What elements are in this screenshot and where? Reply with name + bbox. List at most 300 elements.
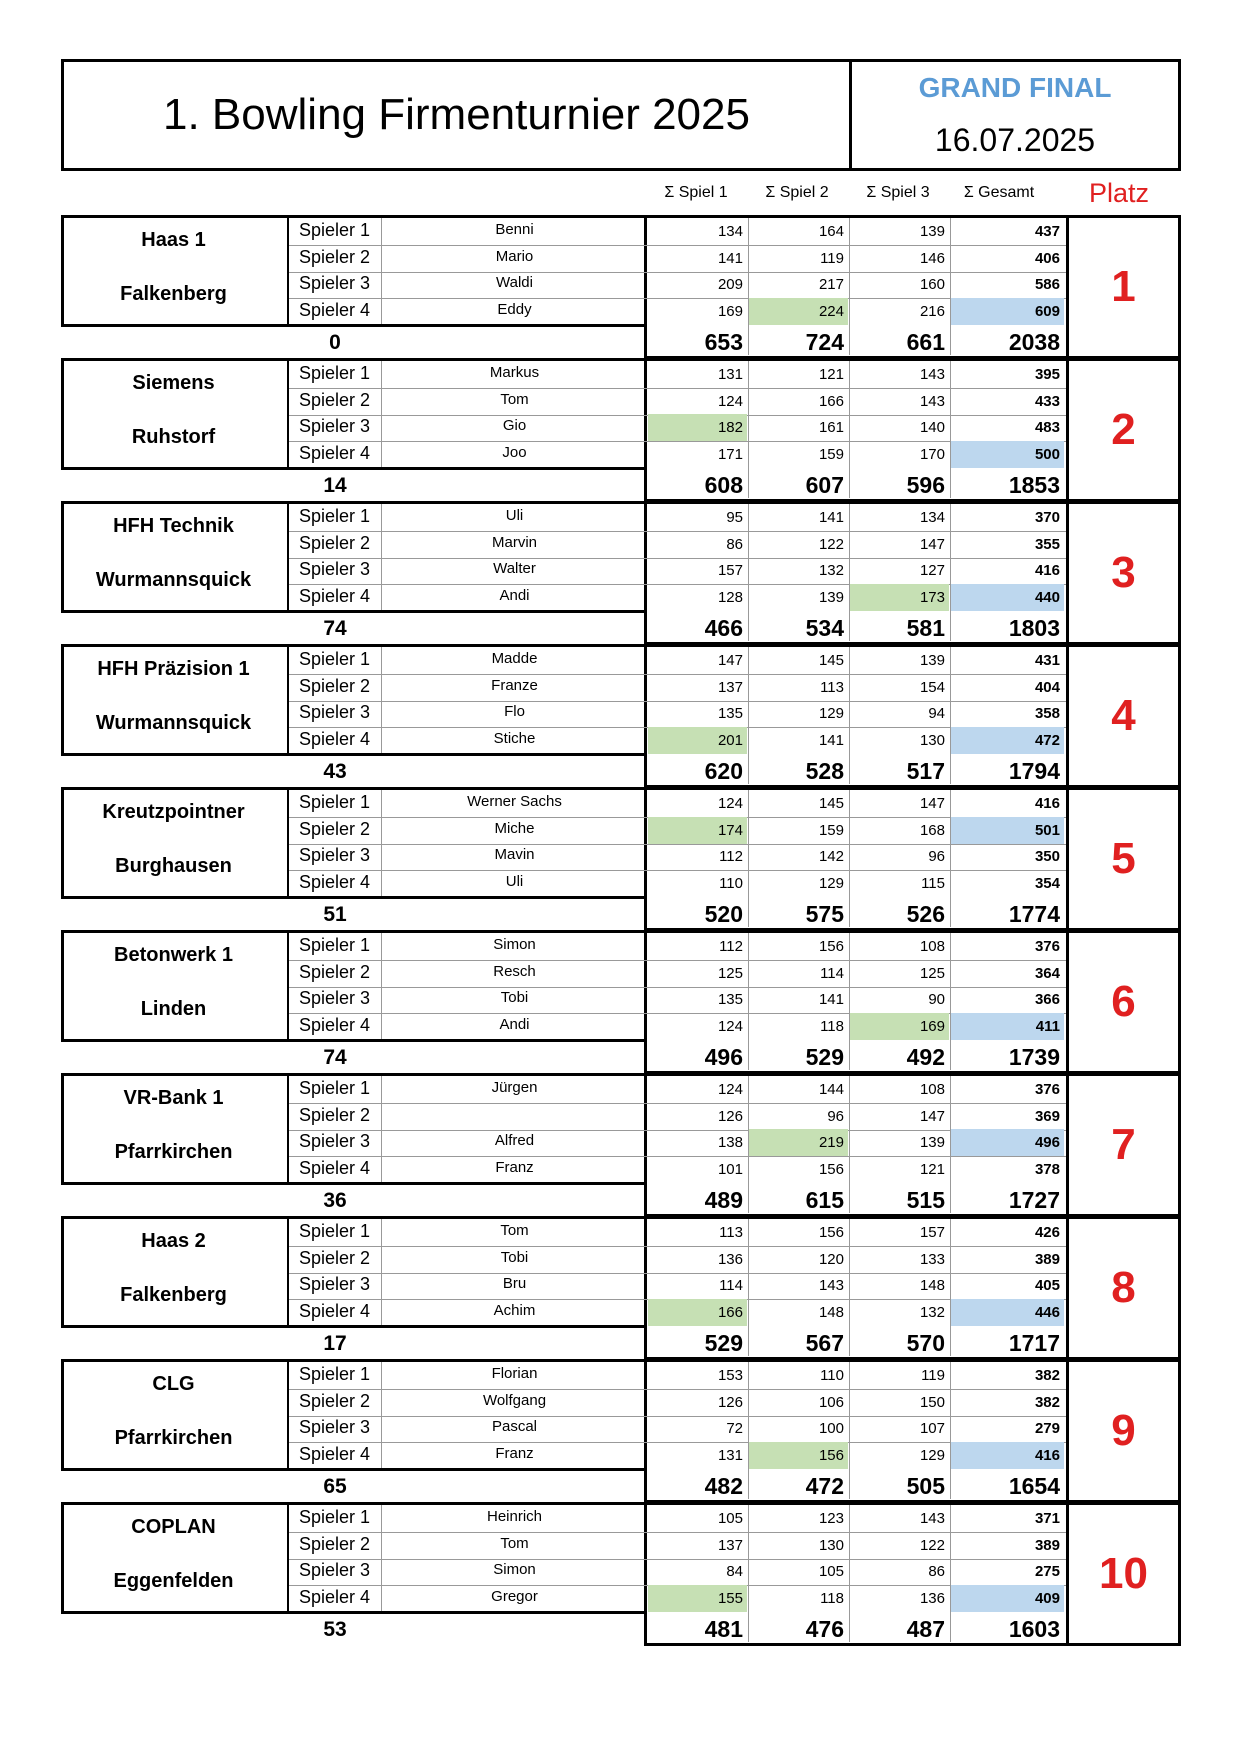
score-cell: 124 [717,392,743,410]
sum-cell: 505 [906,1473,945,1499]
team-difference: 0 [329,331,341,354]
col-header-spiel3: Σ Spiel 3 [866,184,930,201]
score-cell: 147 [717,652,743,669]
player-name: Tom [500,1222,529,1239]
sum-cell: 496 [704,1044,743,1070]
place-number: 2 [1066,358,1181,502]
score-cell: 101 [717,1160,743,1178]
sum-cell: 567 [805,1330,844,1356]
player-label: Spieler 1 [299,363,371,383]
sum-cell: 1727 [1008,1187,1060,1213]
place-header: Platz [1088,178,1150,208]
player-label: Spieler 4 [299,871,371,892]
score-cell: 446 [951,1299,1064,1326]
score-cell: 224 [749,298,848,325]
score-cell: 139 [919,223,945,240]
player-label: Spieler 2 [299,961,371,982]
sum-cell: 596 [906,472,945,498]
player-label: Spieler 1 [299,506,371,526]
team-city: Eggenfelden [113,1570,234,1592]
header-right [852,62,1178,168]
sum-cell: 1717 [1008,1330,1060,1356]
team-block [61,1502,1181,1646]
place-number: 6 [1066,930,1181,1074]
score-cell: 369 [1034,1107,1060,1125]
player-name: Florian [491,1365,538,1382]
player-label: Spieler 4 [299,1157,371,1178]
team-difference: 74 [323,617,347,640]
score-cell: 112 [719,848,743,865]
sum-cell: 492 [906,1044,945,1070]
score-cell: 216 [919,302,945,320]
grand-final-label: GRAND FINAL [918,72,1112,103]
score-cell: 148 [919,1277,945,1294]
sum-cell: 620 [704,758,743,784]
page-title: 1. Bowling Firmenturnier 2025 [64,62,852,168]
score-cell: 433 [1034,392,1060,410]
score-cell: 416 [951,1442,1064,1469]
score-cell: 124 [717,1081,743,1098]
team-name: Kreutzpointner [102,801,245,823]
score-cell: 496 [951,1129,1064,1156]
score-cell: 129 [818,874,844,892]
team-city: Pfarrkirchen [114,1141,233,1163]
score-cell: 426 [1034,1224,1060,1241]
score-cell: 105 [818,1563,844,1580]
sum-cell: 1853 [1008,472,1060,498]
team-block [61,1216,1181,1360]
score-cell: 355 [1034,535,1060,553]
player-name: Tom [500,390,529,408]
score-cell: 107 [919,1420,945,1437]
score-cell: 144 [818,1081,844,1098]
sum-cell: 476 [805,1616,844,1642]
score-cell: 135 [717,991,743,1008]
score-cell: 171 [717,445,743,463]
score-cell: 168 [919,821,945,839]
score-cell: 389 [1034,1536,1060,1554]
score-cell: 137 [717,1536,743,1554]
player-name: Miche [494,819,535,837]
score-cell: 143 [919,366,945,383]
player-label: Spieler 1 [299,649,371,669]
score-cell: 159 [818,821,844,839]
score-cell: 358 [1034,705,1060,722]
score-cell: 364 [1034,964,1060,982]
score-cell: 416 [1034,562,1060,579]
score-cell: 126 [717,1393,743,1411]
player-name: Jürgen [491,1079,538,1096]
score-cell: 157 [919,1224,945,1241]
score-cell: 131 [717,366,743,383]
player-label: Spieler 1 [299,1507,371,1527]
team-block [61,358,1181,502]
player-name: Stiche [493,729,536,747]
player-label: Spieler 3 [299,416,371,436]
player-label: Spieler 2 [299,1533,371,1554]
score-cell: 113 [820,678,844,696]
score-cell: 145 [818,652,844,669]
sum-cell: 515 [906,1187,945,1213]
player-label: Spieler 3 [299,1274,371,1294]
player-name: Achim [493,1301,536,1319]
score-cell: 140 [919,419,945,436]
player-name: Markus [489,364,540,381]
team-block [61,930,1181,1074]
score-cell: 114 [820,964,844,982]
score-cell: 135 [717,705,743,722]
player-label: Spieler 4 [299,1443,371,1464]
place-number: 3 [1066,501,1181,645]
score-cell: 114 [719,1277,743,1294]
score-cell: 95 [726,509,743,526]
score-cell: 90 [928,991,945,1008]
score-cell: 586 [1034,276,1060,293]
player-name: Simon [493,1561,536,1578]
player-name: Eddy [497,300,532,318]
sum-cell: 472 [805,1473,844,1499]
score-cell: 472 [951,727,1064,754]
place-number: 7 [1066,1073,1181,1217]
score-cell: 148 [818,1303,844,1321]
score-cell: 147 [919,1107,945,1125]
score-cell: 409 [951,1585,1064,1612]
team-block [61,787,1181,931]
player-name: Franz [495,1444,534,1462]
score-cell: 500 [951,441,1064,468]
player-label: Spieler 4 [299,1300,371,1321]
sum-cell: 1794 [1008,758,1060,784]
score-cell: 86 [726,535,743,553]
score-cell: 431 [1034,652,1060,669]
player-name: Madde [491,650,538,667]
team-name: COPLAN [131,1516,216,1538]
sum-cell: 581 [906,615,945,641]
place-number: 9 [1066,1359,1181,1503]
score-cell: 123 [818,1510,844,1527]
player-label: Spieler 4 [299,1586,371,1607]
score-cell: 201 [648,727,747,754]
score-cell: 141 [818,731,844,749]
score-cell: 217 [818,276,844,293]
player-name: Waldi [496,274,533,291]
score-cell: 128 [717,588,743,606]
score-cell: 125 [919,964,945,982]
score-cell: 96 [827,1107,844,1125]
team-block [61,1073,1181,1217]
score-cell: 156 [818,1160,844,1178]
score-cell: 121 [818,366,844,383]
sum-cell: 724 [805,329,844,355]
sum-cell: 529 [805,1044,844,1070]
team-city: Burghausen [115,855,232,877]
score-cell: 371 [1034,1510,1060,1527]
player-label: Spieler 1 [299,935,371,955]
player-name: Werner Sachs [467,793,562,810]
score-cell: 174 [648,817,747,844]
player-name: Simon [493,936,536,953]
player-name: Bru [502,1275,527,1292]
player-name: Andi [499,1015,530,1033]
team-name: Haas 2 [141,1230,206,1252]
score-cell: 169 [717,302,743,320]
score-cell: 156 [818,938,844,955]
score-cell: 84 [726,1563,743,1580]
team-name: CLG [152,1373,195,1395]
player-name: Uli [505,872,524,890]
player-name: Alfred [494,1132,535,1149]
sum-cell: 1774 [1008,901,1060,927]
player-label: Spieler 2 [299,389,371,410]
score-cell: 354 [1034,874,1060,892]
score-cell: 125 [717,964,743,982]
sum-cell: 517 [906,758,945,784]
score-cell: 122 [818,535,844,553]
player-label: Spieler 1 [299,1221,371,1241]
sum-cell: 661 [906,329,945,355]
score-cell: 132 [919,1303,945,1321]
score-cell: 136 [717,1250,743,1268]
score-cell: 138 [717,1134,743,1151]
score-cell: 147 [919,535,945,553]
score-cell: 119 [921,1367,945,1384]
player-name: Marvin [491,533,537,551]
team-difference: 17 [323,1332,347,1355]
score-cell: 370 [1034,509,1060,526]
score-cell: 106 [818,1393,844,1411]
place-number: 8 [1066,1216,1181,1360]
score-cell: 395 [1034,366,1060,383]
player-label: Spieler 4 [299,299,371,320]
team-block [61,501,1181,645]
score-cell: 118 [820,1589,844,1607]
team-name: HFH Präzision 1 [97,658,250,680]
player-name: Heinrich [486,1508,543,1525]
team-block [61,1359,1181,1503]
sum-cell: 526 [906,901,945,927]
player-label: Spieler 3 [299,1131,371,1151]
player-label: Spieler 1 [299,1364,371,1384]
player-name: Gio [502,417,527,434]
score-cell: 143 [818,1277,844,1294]
score-cell: 406 [1034,249,1060,267]
score-cell: 160 [919,276,945,293]
player-name: Andi [499,586,530,604]
score-cell: 173 [850,584,949,611]
score-cell: 275 [1034,1563,1060,1580]
score-cell: 126 [717,1107,743,1125]
score-cell: 147 [919,795,945,812]
score-cell: 143 [919,392,945,410]
team-difference: 14 [323,474,347,497]
sum-cell: 534 [805,615,844,641]
team-name: Haas 1 [141,229,206,251]
player-label: Spieler 4 [299,728,371,749]
team-difference: 53 [323,1618,347,1641]
sum-cell: 1654 [1008,1473,1060,1499]
player-label: Spieler 1 [299,220,371,240]
player-label: Spieler 3 [299,845,371,865]
player-name: Gregor [491,1587,538,1605]
sum-cell: 1803 [1008,615,1060,641]
score-cell: 440 [951,584,1064,611]
score-cell: 124 [717,795,743,812]
score-cell: 105 [717,1510,743,1527]
score-cell: 366 [1034,991,1060,1008]
sum-cell: 615 [805,1187,844,1213]
score-cell: 159 [818,445,844,463]
score-cell: 110 [820,1367,844,1384]
sum-cell: 1739 [1008,1044,1060,1070]
player-label: Spieler 3 [299,273,371,293]
place-number: 10 [1066,1502,1181,1646]
score-cell: 378 [1034,1160,1060,1178]
sum-cell: 528 [805,758,844,784]
score-cell: 609 [951,298,1064,325]
player-label: Spieler 3 [299,702,371,722]
score-cell: 157 [717,562,743,579]
score-cell: 437 [1034,223,1060,240]
score-cell: 156 [749,1442,848,1469]
score-cell: 501 [951,817,1064,844]
sum-cell: 487 [906,1616,945,1642]
team-name: Siemens [132,372,215,394]
score-cell: 130 [919,731,945,749]
player-name: Wolfgang [482,1391,547,1409]
player-label: Spieler 4 [299,585,371,606]
score-cell: 376 [1034,1081,1060,1098]
team-city: Pfarrkirchen [114,1427,233,1449]
score-cell: 146 [919,249,945,267]
score-cell: 141 [818,509,844,526]
player-label: Spieler 2 [299,1104,371,1125]
score-cell: 142 [818,848,844,865]
score-cell: 136 [919,1589,945,1607]
team-city: Falkenberg [120,283,227,305]
event-date: 16.07.2025 [934,122,1096,158]
score-cell: 145 [818,795,844,812]
player-name: Resch [493,962,536,980]
sum-cell: 570 [906,1330,945,1356]
player-label: Spieler 2 [299,246,371,267]
player-name [383,1101,646,1128]
score-cell: 113 [719,1224,743,1241]
score-cell: 411 [951,1013,1064,1040]
score-cell: 166 [818,392,844,410]
score-cell: 141 [717,249,743,267]
team-city: Wurmannsquick [95,712,252,734]
player-label: Spieler 1 [299,792,371,812]
player-name: Franz [495,1158,534,1176]
score-cell: 219 [749,1129,848,1156]
score-cell: 350 [1034,848,1060,865]
score-cell: 405 [1034,1277,1060,1294]
team-difference: 51 [323,903,347,926]
score-cell: 122 [919,1536,945,1554]
score-cell: 94 [928,705,945,722]
score-cell: 134 [919,509,945,526]
score-cell: 156 [818,1224,844,1241]
team-name: VR-Bank 1 [123,1087,224,1109]
col-header-spiel2: Σ Spiel 2 [765,184,829,201]
player-label: Spieler 2 [299,1247,371,1268]
player-label: Spieler 3 [299,559,371,579]
sum-cell: 1603 [1008,1616,1060,1642]
place-number: 1 [1066,215,1181,359]
player-label: Spieler 4 [299,1014,371,1035]
team-difference: 74 [323,1046,347,1069]
team-difference: 65 [323,1475,347,1498]
team-city: Linden [140,998,207,1020]
player-label: Spieler 3 [299,1417,371,1437]
score-cell: 154 [919,678,945,696]
score-cell: 182 [648,414,747,441]
player-name: Mavin [494,846,535,863]
score-cell: 376 [1034,938,1060,955]
player-name: Tom [500,1534,529,1552]
score-cell: 131 [717,1446,743,1464]
player-name: Mario [495,247,534,265]
sum-cell: 2038 [1008,329,1060,355]
score-cell: 170 [919,445,945,463]
score-cell: 115 [921,874,945,892]
score-cell: 141 [818,991,844,1008]
score-cell: 121 [919,1160,945,1178]
player-name: Tobi [500,989,529,1006]
player-name: Tobi [500,1248,529,1266]
score-cell: 161 [818,419,844,436]
player-label: Spieler 2 [299,675,371,696]
player-name: Flo [504,703,525,720]
player-name: Benni [495,221,534,238]
player-name: Pascal [491,1418,538,1435]
sum-cell: 482 [704,1473,743,1499]
score-cell: 483 [1034,419,1060,436]
score-cell: 404 [1034,678,1060,696]
sum-cell: 653 [704,329,743,355]
place-number: 4 [1066,644,1181,788]
score-cell: 389 [1034,1250,1060,1268]
sum-cell: 575 [805,901,844,927]
team-block [61,215,1181,359]
score-cell: 143 [919,1510,945,1527]
score-cell: 120 [818,1250,844,1268]
score-cell: 112 [719,938,743,955]
score-cell: 153 [717,1367,743,1384]
score-cell: 110 [719,874,743,892]
score-cell: 119 [820,249,844,267]
sum-cell: 466 [704,615,743,641]
header-box [61,59,1181,171]
score-cell: 169 [850,1013,949,1040]
score-cell: 100 [818,1420,844,1437]
player-label: Spieler 2 [299,1390,371,1411]
player-name: Uli [505,507,524,524]
score-cell: 137 [717,678,743,696]
score-cell: 166 [648,1299,747,1326]
score-cell: 127 [919,562,945,579]
score-cell: 132 [818,562,844,579]
score-cell: 118 [820,1017,844,1035]
player-label: Spieler 2 [299,532,371,553]
player-label: Spieler 2 [299,818,371,839]
team-name: HFH Technik [113,515,234,537]
score-cell: 164 [818,223,844,240]
team-difference: 43 [323,760,347,783]
team-difference: 36 [323,1189,347,1212]
place-number: 5 [1066,787,1181,931]
player-label: Spieler 3 [299,988,371,1008]
